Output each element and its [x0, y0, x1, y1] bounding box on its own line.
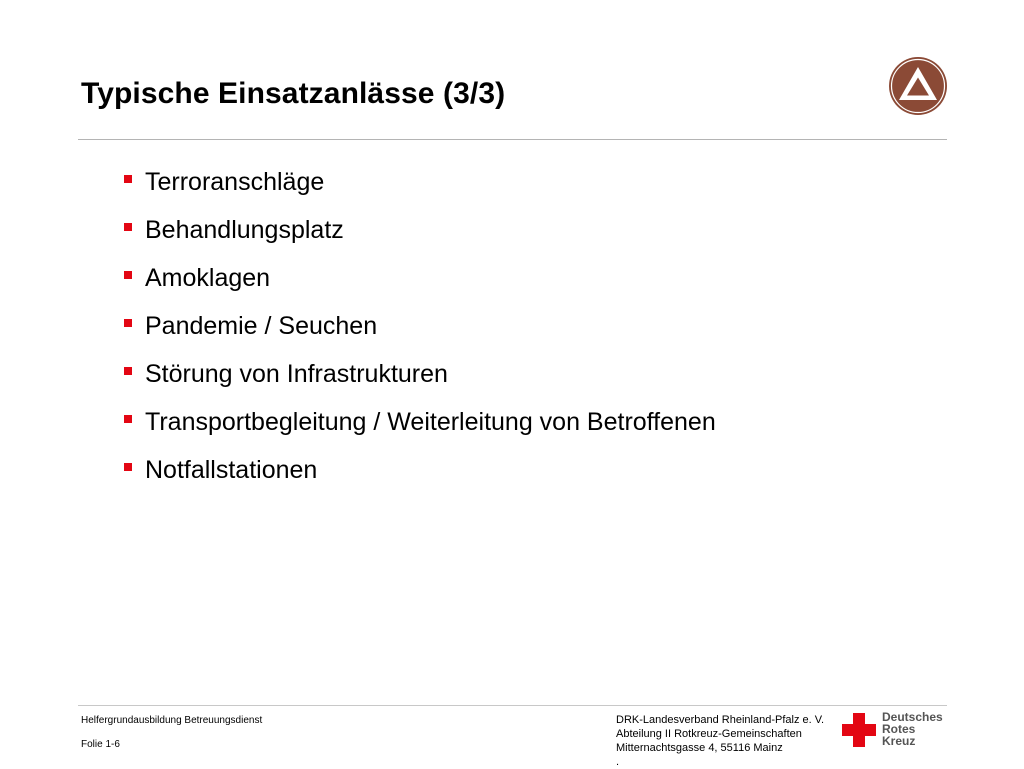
org-line-2: Abteilung II Rotkreuz-Gemeinschaften — [616, 728, 802, 740]
list-item — [124, 398, 716, 446]
list-item — [124, 206, 716, 254]
square-bullet-icon — [124, 175, 132, 183]
brand-line-3: Kreuz — [882, 734, 916, 748]
list-item — [124, 158, 716, 206]
org-line-4: . — [616, 756, 620, 768]
list-item — [124, 254, 716, 302]
square-bullet-icon — [124, 271, 132, 279]
square-bullet-icon — [124, 463, 132, 471]
list-item — [124, 302, 716, 350]
organization-address — [616, 713, 824, 769]
brand-wordmark — [882, 711, 943, 747]
brand-line-1: Deutsches — [882, 710, 943, 724]
list-item-text: Notfallstationen — [145, 455, 318, 484]
slide-title: Typische Einsatzanlässe (3/3) — [81, 77, 506, 110]
title-divider — [78, 139, 947, 140]
square-bullet-icon — [124, 415, 132, 423]
list-item-text: Transportbegleitung / Weiterleitung von Betroffenen — [145, 407, 716, 436]
course-name: Helfergrundausbildung Betreuungsdienst — [81, 715, 263, 726]
triangle-emblem-icon — [887, 55, 949, 117]
bullet-list — [124, 158, 716, 494]
slide-number: Folie 1-6 — [81, 739, 120, 750]
list-item-text: Pandemie / Seuchen — [145, 311, 378, 340]
red-cross-icon — [842, 713, 876, 747]
footer-divider — [78, 705, 947, 706]
square-bullet-icon — [124, 367, 132, 375]
square-bullet-icon — [124, 223, 132, 231]
org-line-1: DRK-Landesverband Rheinland-Pfalz e. V. — [616, 714, 825, 726]
org-line-3: Mitternachtsgasse 4, 55116 Mainz — [616, 742, 783, 754]
list-item — [124, 446, 716, 494]
list-item-text: Behandlungsplatz — [145, 215, 344, 244]
list-item-text: Amoklagen — [145, 263, 271, 292]
list-item-text: Störung von Infrastrukturen — [145, 359, 448, 388]
square-bullet-icon — [124, 319, 132, 327]
list-item-text: Terroranschläge — [145, 167, 325, 196]
brand-line-2: Rotes — [882, 722, 916, 736]
list-item — [124, 350, 716, 398]
